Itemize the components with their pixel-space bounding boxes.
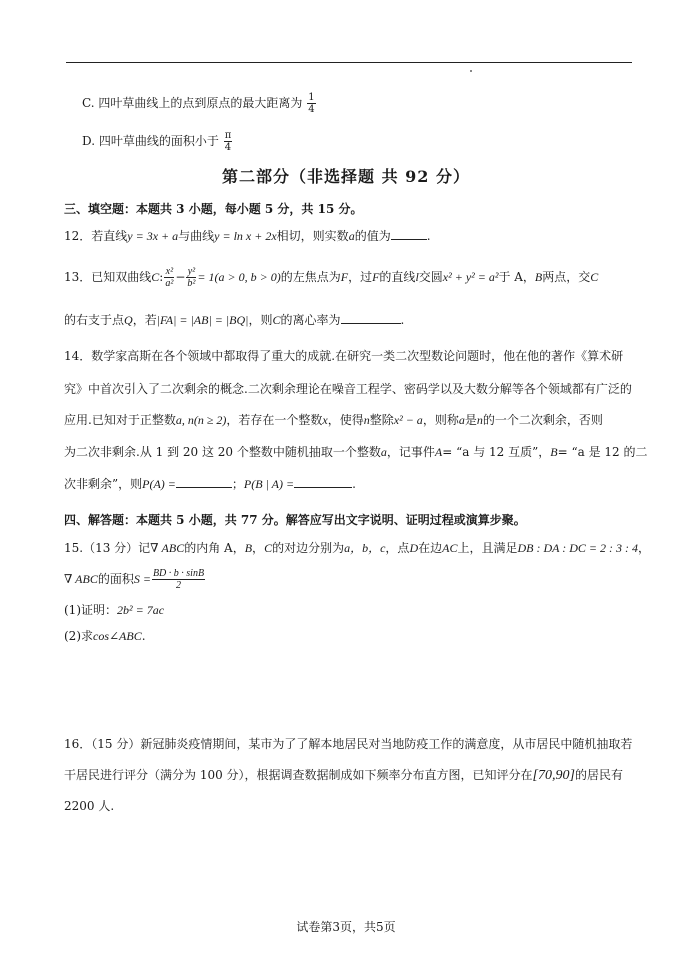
y-over-b-fraction: $\frac{\text{y²}}{\text{b²}}$ [187, 266, 196, 289]
question-12: 12．若直线y = 3x + a与曲线y = ln x + 2x相切，则实数a的值为 . [64, 229, 431, 243]
question-14-line2: 究》中首次引入了二次剩余的概念.二次剩余理论在噪音工程学、密码学以及大数分解等各个领域都有广泛的 [64, 382, 632, 396]
question-14-line3: 应用.已知对于正整数a, n(n ≥ 2)，若存在一个整数x，使得n整除x² − a，则称a是n的一个二次剩余，否则 [64, 413, 603, 427]
option-d-fraction: $\frac{\pi}{4}$ [224, 130, 232, 153]
option-c-label: C. [82, 96, 95, 110]
option-d-label: D. [82, 134, 96, 148]
question-16-line2: 干居民进行评分（满分为 100 分），根据调查数据制成如下频率分布直方图，已知评分在[70,90]的居民有 [64, 768, 623, 783]
answer-blank [341, 313, 401, 324]
option-c-text: 四叶草曲线上的点到原点的最大距离为 [98, 96, 303, 110]
option-c [82, 92, 317, 115]
question-14-line5: 次非剩余”，则P(A) = ；P(B | A) = . [64, 477, 356, 491]
question-15-line1: 15.（13 分）记∇ ABC的内角 A，B，C的对边分别为a，b，c，点D在边AC上，且满足DB : DA : DC = 2 : 3 : 4， [64, 541, 651, 555]
question-15-part2: (2)求cos∠ABC. [64, 629, 146, 643]
question-15-line2: ∇ ABC的面积S = $\frac{BD \cdot b \cdot \sin B}{2}$ [64, 568, 205, 591]
scan-speck [470, 70, 472, 72]
question-16-line1: 16．（15 分）新冠肺炎疫情期间，某市为了了解本地居民对当地防疫工作的满意度，从市居民中随机抽取若 [64, 737, 633, 751]
page-footer: 试卷第3页，共5页 [296, 920, 396, 934]
question-14-line1: 14．数学家高斯在各个领域中都取得了重大的成就.在研究一类二次型数论问题时，他在他的著作《算术研 [64, 349, 624, 363]
option-d-text: 四叶草曲线的面积小于 [98, 134, 219, 148]
question-16-line3: 2200 人. [64, 799, 115, 813]
option-d [82, 130, 233, 153]
section-4-heading: 四、解答题：本题共 5 小题，共 77 分。解答应写出文字说明、证明过程或演算步聚。 [64, 513, 526, 527]
question-13-line2: 的右支于点Q，若|FA| = |AB| = |BQ|，则C的离心率为 . [64, 313, 405, 327]
question-13-line1: 13．已知双曲线C: $\frac{\text{x²}}{\text{a²}}$ − $\frac{\text{y²}}{\text{b²}}$ = 1(a > 0, b > 0)的左焦点为F，过F的直线l交圆x² + y² = a²于 A，B两点，交C [64, 266, 599, 289]
header-rule [66, 62, 632, 63]
question-14-line4: 为二次非剩余.从 1 到 20 这 20 个整数中随机抽取一个整数a，记事件A= “a 与 12 互质”，B= “a 是 12 的二 [64, 445, 648, 459]
x-over-a-fraction: $\frac{\text{x²}}{\text{a²}}$ [165, 266, 174, 289]
answer-blank [294, 477, 352, 488]
part2-title: 第二部分（非选择题 共 92 分） [222, 167, 470, 186]
question-15-part1: (1)证明：2b² = 7ac [64, 603, 165, 617]
option-c-fraction: $\frac{1}{4}$ [308, 92, 315, 115]
section-3-heading: 三、填空题：本题共 3 小题，每小题 5 分，共 15 分。 [64, 202, 363, 216]
answer-blank [391, 229, 427, 240]
answer-blank [176, 477, 232, 488]
area-fraction: $\frac{BD \cdot b \cdot \sin B}{2}$ [152, 568, 205, 591]
